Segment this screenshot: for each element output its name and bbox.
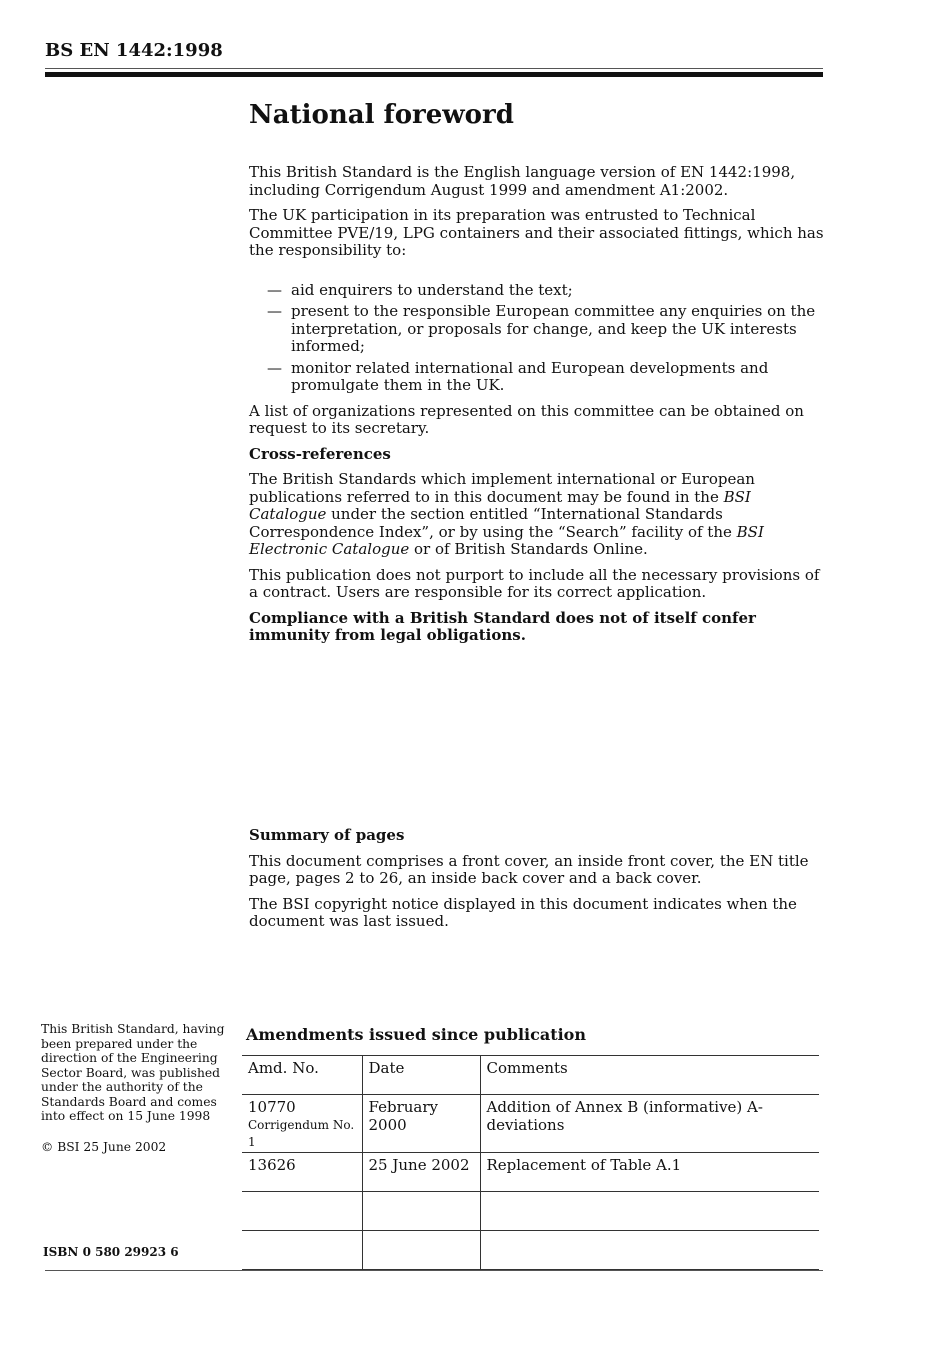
comments-cell <box>480 1191 819 1230</box>
table-row <box>242 1191 819 1230</box>
amd-no-cell: 10770 Corrigendum No. 1 <box>242 1095 362 1153</box>
amd-no-cell: 13626 <box>242 1152 362 1191</box>
amd-no-cell <box>242 1230 362 1269</box>
intro-paragraph-2: The UK participation in its preparation was entrusted to Technical Committee PVE/19, LPG containers and their associated fittings, which has the responsibility to: <box>249 206 824 259</box>
crossref-heading: Cross-references <box>249 444 391 463</box>
header-rule-thin <box>45 68 823 69</box>
list-item: — present to the responsible European committee any enquiries on the interpretation, or proposals for change, and keep the UK interests informed; <box>267 302 816 355</box>
summary-section <box>249 827 824 939</box>
footer-rule <box>45 1270 823 1271</box>
committee-list-paragraph: A list of organizations represented on this committee can be obtained on request to its secretary. <box>249 401 804 437</box>
column-header-comments: Comments <box>480 1056 819 1095</box>
date-cell: February 2000 <box>362 1095 480 1153</box>
amendments-table <box>242 1055 819 1270</box>
table-row <box>242 1230 819 1269</box>
date-cell <box>362 1191 480 1230</box>
comments-cell: Replacement of Table A.1 <box>480 1152 819 1191</box>
column-header-date: Date <box>362 1056 480 1095</box>
table-header-row <box>242 1056 819 1095</box>
copyright-note: © BSI 25 June 2002 <box>41 1140 167 1154</box>
comments-cell <box>480 1230 819 1269</box>
provisions-paragraph: This publication does not purport to include all the necessary provisions of a contract. Users are responsible for its correct application. <box>249 565 820 601</box>
crossref-paragraph: The British Standards which implement international or European publications referred to in this document may be found in the BSI Catalogue under the section entitled “International Standards Correspondence Index”, or by using the “Search” facility of the BSI Electronic Catalogue or of British Standards Online. <box>249 470 764 558</box>
date-cell: 25 June 2002 <box>362 1152 480 1191</box>
responsibility-list <box>249 282 824 395</box>
amendments-title: Amendments issued since publication <box>246 1025 586 1044</box>
foreword-body <box>249 164 824 653</box>
date-cell <box>362 1230 480 1269</box>
amd-no-cell <box>242 1191 362 1230</box>
table-row <box>242 1152 819 1191</box>
compliance-statement: Compliance with a British Standard does not of itself confer immunity from legal obligations. <box>249 608 756 644</box>
dash-marker: — <box>267 302 282 320</box>
comments-cell: Addition of Annex B (informative) A-deviations <box>480 1095 819 1153</box>
publication-note: This British Standard, having been prepared under the direction of the Engineering Sector Board, was published under the authority of the Standards Board and comes into effect on 15 June 1998 <box>41 1022 225 1123</box>
summary-heading: Summary of pages <box>249 826 405 844</box>
summary-paragraph-1: This document comprises a front cover, an inside front cover, the EN title page, pages 2 to 26, an inside back cover and a back cover. <box>249 851 809 887</box>
dash-marker: — <box>267 280 282 299</box>
header-rule-thick <box>45 72 823 77</box>
table-row <box>242 1095 819 1153</box>
isbn: ISBN 0 580 29923 6 <box>43 1245 179 1259</box>
list-item: — aid enquirers to understand the text; <box>267 280 573 299</box>
bsi-electronic-catalogue-ref: BSI Electronic Catalogue <box>249 522 764 558</box>
bsi-catalogue-ref: BSI Catalogue <box>249 487 751 523</box>
corrigendum-label: Corrigendum No. 1 <box>248 1117 355 1149</box>
list-item: — monitor related international and European developments and promulgate them in the UK. <box>267 358 769 394</box>
document-id: BS EN 1442:1998 <box>45 40 223 61</box>
dash-marker: — <box>267 358 282 377</box>
summary-paragraph-2: The BSI copyright notice displayed in this document indicates when the document was last issued. <box>249 894 797 930</box>
page-title: National foreword <box>249 100 514 130</box>
column-header-amd-no: Amd. No. <box>242 1056 362 1095</box>
intro-paragraph-1: This British Standard is the English language version of EN 1442:1998, including Corrigendum August 1999 and amendment A1:2002. <box>249 163 796 199</box>
